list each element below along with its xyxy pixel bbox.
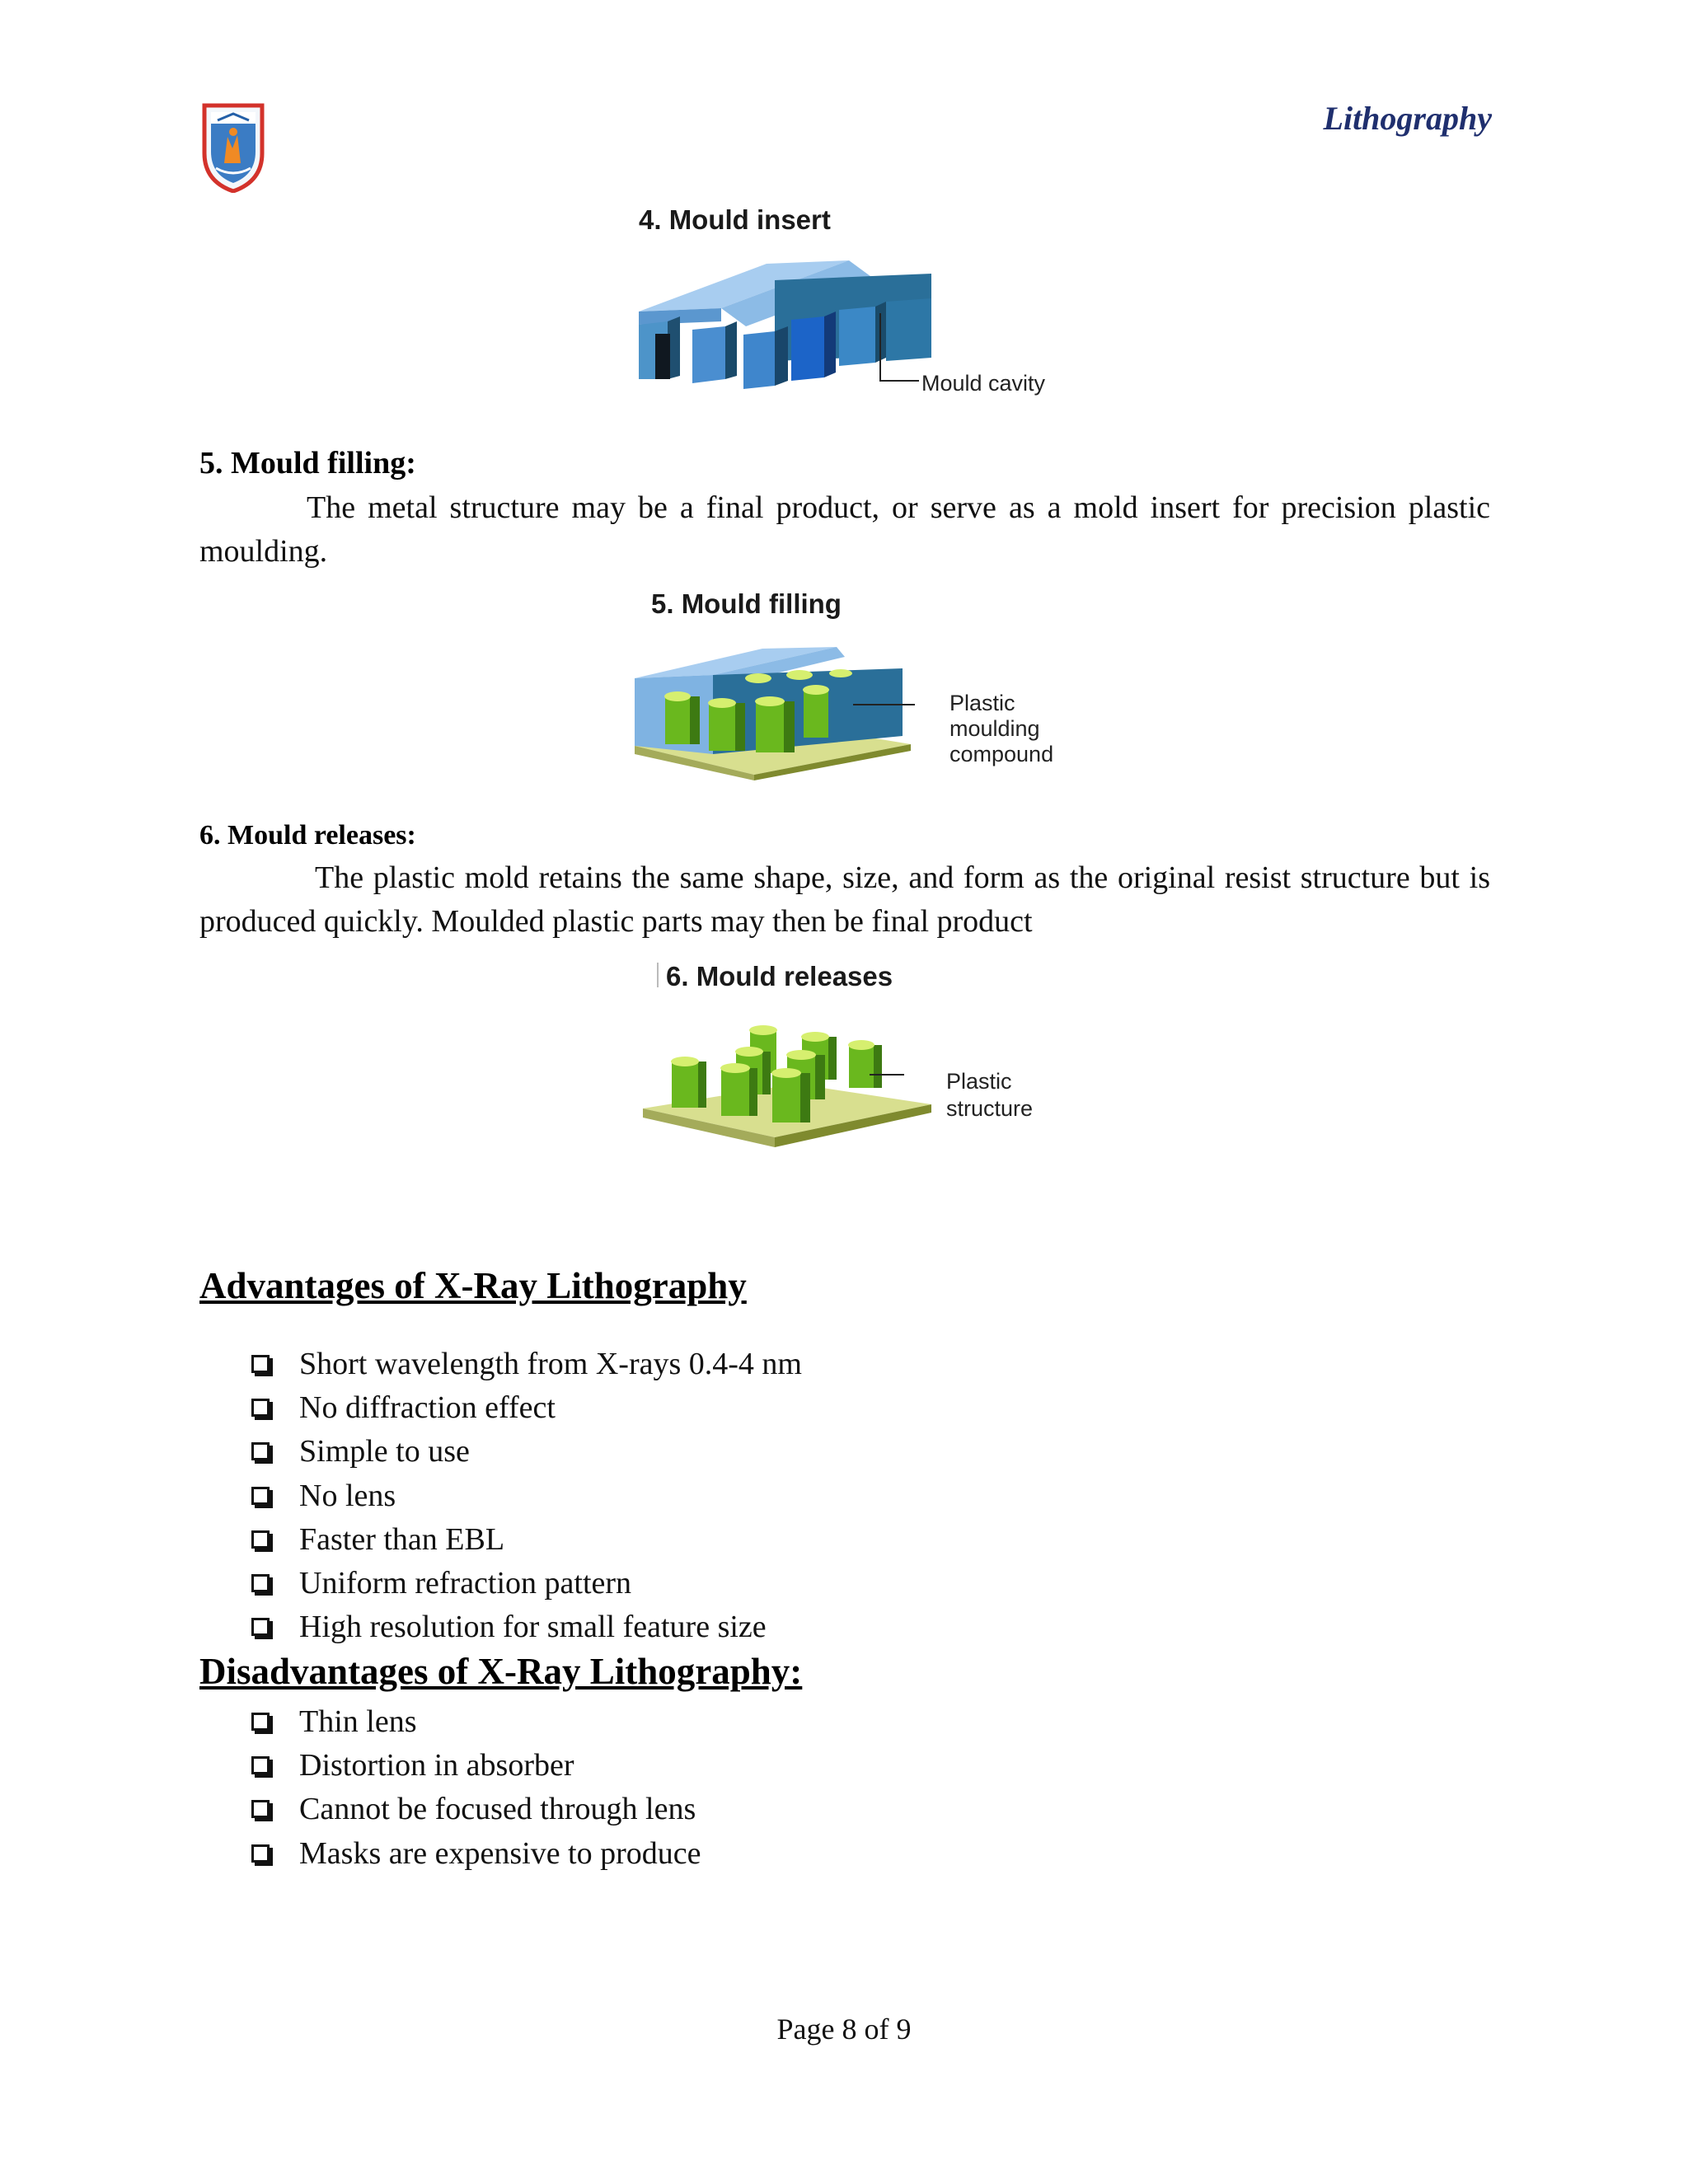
- checkbox-bullet-icon: [251, 1618, 270, 1636]
- mould-insert-diagram: [635, 255, 940, 396]
- list-item-text: No diffraction effect: [299, 1390, 556, 1425]
- checkbox-bullet-icon: [251, 1442, 270, 1460]
- header-title: Lithography: [1323, 100, 1492, 137]
- mould-releases-paragraph: The plastic mold retains the same shape, size, and form as the original resist structure but is produced quickly. Moulded plastic parts may then be final product: [199, 860, 1490, 939]
- mould-filling-diagram: [631, 639, 919, 783]
- label-line: Plastic: [946, 1069, 1012, 1094]
- list-item: [251, 1342, 802, 1385]
- page-number: Page 8 of 9: [776, 2013, 912, 2046]
- plastic-structure-label: [946, 1068, 1033, 1122]
- checkbox-bullet-icon: [251, 1800, 270, 1818]
- list-item-text: Faster than EBL: [299, 1521, 505, 1557]
- list-item: [251, 1385, 802, 1429]
- list-item-text: Cannot be focused through lens: [299, 1792, 696, 1827]
- divider: [657, 963, 659, 987]
- list-item-text: Distortion in absorber: [299, 1747, 574, 1783]
- list-item-text: Uniform refraction pattern: [299, 1566, 632, 1601]
- list-item: [251, 1517, 802, 1561]
- checkbox-bullet-icon: [251, 1399, 270, 1417]
- advantages-list: [251, 1342, 802, 1649]
- disadvantages-title: Disadvantages of X-Ray Lithography:: [199, 1651, 803, 1692]
- list-item: [251, 1831, 701, 1875]
- list-item: [251, 1605, 802, 1649]
- checkbox-bullet-icon: [251, 1574, 270, 1592]
- checkbox-bullet-icon: [251, 1487, 270, 1505]
- advantages-title: Advantages of X-Ray Lithography: [199, 1265, 747, 1306]
- university-crest-icon: [199, 102, 267, 193]
- list-item: [251, 1699, 701, 1743]
- list-item: [251, 1430, 802, 1474]
- label-line: moulding: [950, 716, 1040, 741]
- list-item-text: No lens: [299, 1478, 396, 1513]
- plastic-moulding-compound-label: [950, 691, 1053, 767]
- list-item: [251, 1743, 701, 1787]
- label-line: compound: [950, 742, 1054, 766]
- mould-releases-diagram: [639, 1022, 935, 1158]
- figure-5-title: 5. Mould filling: [651, 588, 842, 619]
- label-line: structure: [946, 1096, 1034, 1121]
- mould-filling-paragraph: The metal structure may be a final product, or serve as a mold insert for precision plastic moulding.: [199, 490, 1490, 569]
- checkbox-bullet-icon: [251, 1713, 270, 1731]
- disadvantages-list: [251, 1699, 701, 1875]
- label-line: Plastic: [950, 691, 1015, 715]
- mould-filling-heading: 5. Mould filling:: [199, 446, 416, 480]
- list-item: [251, 1474, 802, 1517]
- checkbox-bullet-icon: [251, 1530, 270, 1549]
- list-item-text: High resolution for small feature size: [299, 1610, 767, 1645]
- checkbox-bullet-icon: [251, 1844, 270, 1863]
- list-item-text: Short wavelength from X-rays 0.4-4 nm: [299, 1346, 802, 1381]
- mould-cavity-label: Mould cavity: [921, 371, 1046, 396]
- list-item: [251, 1788, 701, 1831]
- checkbox-bullet-icon: [251, 1756, 270, 1774]
- list-item-text: Masks are expensive to produce: [299, 1835, 701, 1871]
- list-item: [251, 1561, 802, 1605]
- checkbox-bullet-icon: [251, 1355, 270, 1373]
- list-item-text: Simple to use: [299, 1434, 470, 1469]
- figure-6-title: 6. Mould releases: [666, 961, 893, 991]
- figure-4-title: 4. Mould insert: [639, 204, 831, 235]
- list-item-text: Thin lens: [299, 1704, 417, 1739]
- mould-releases-heading: 6. Mould releases:: [199, 820, 416, 851]
